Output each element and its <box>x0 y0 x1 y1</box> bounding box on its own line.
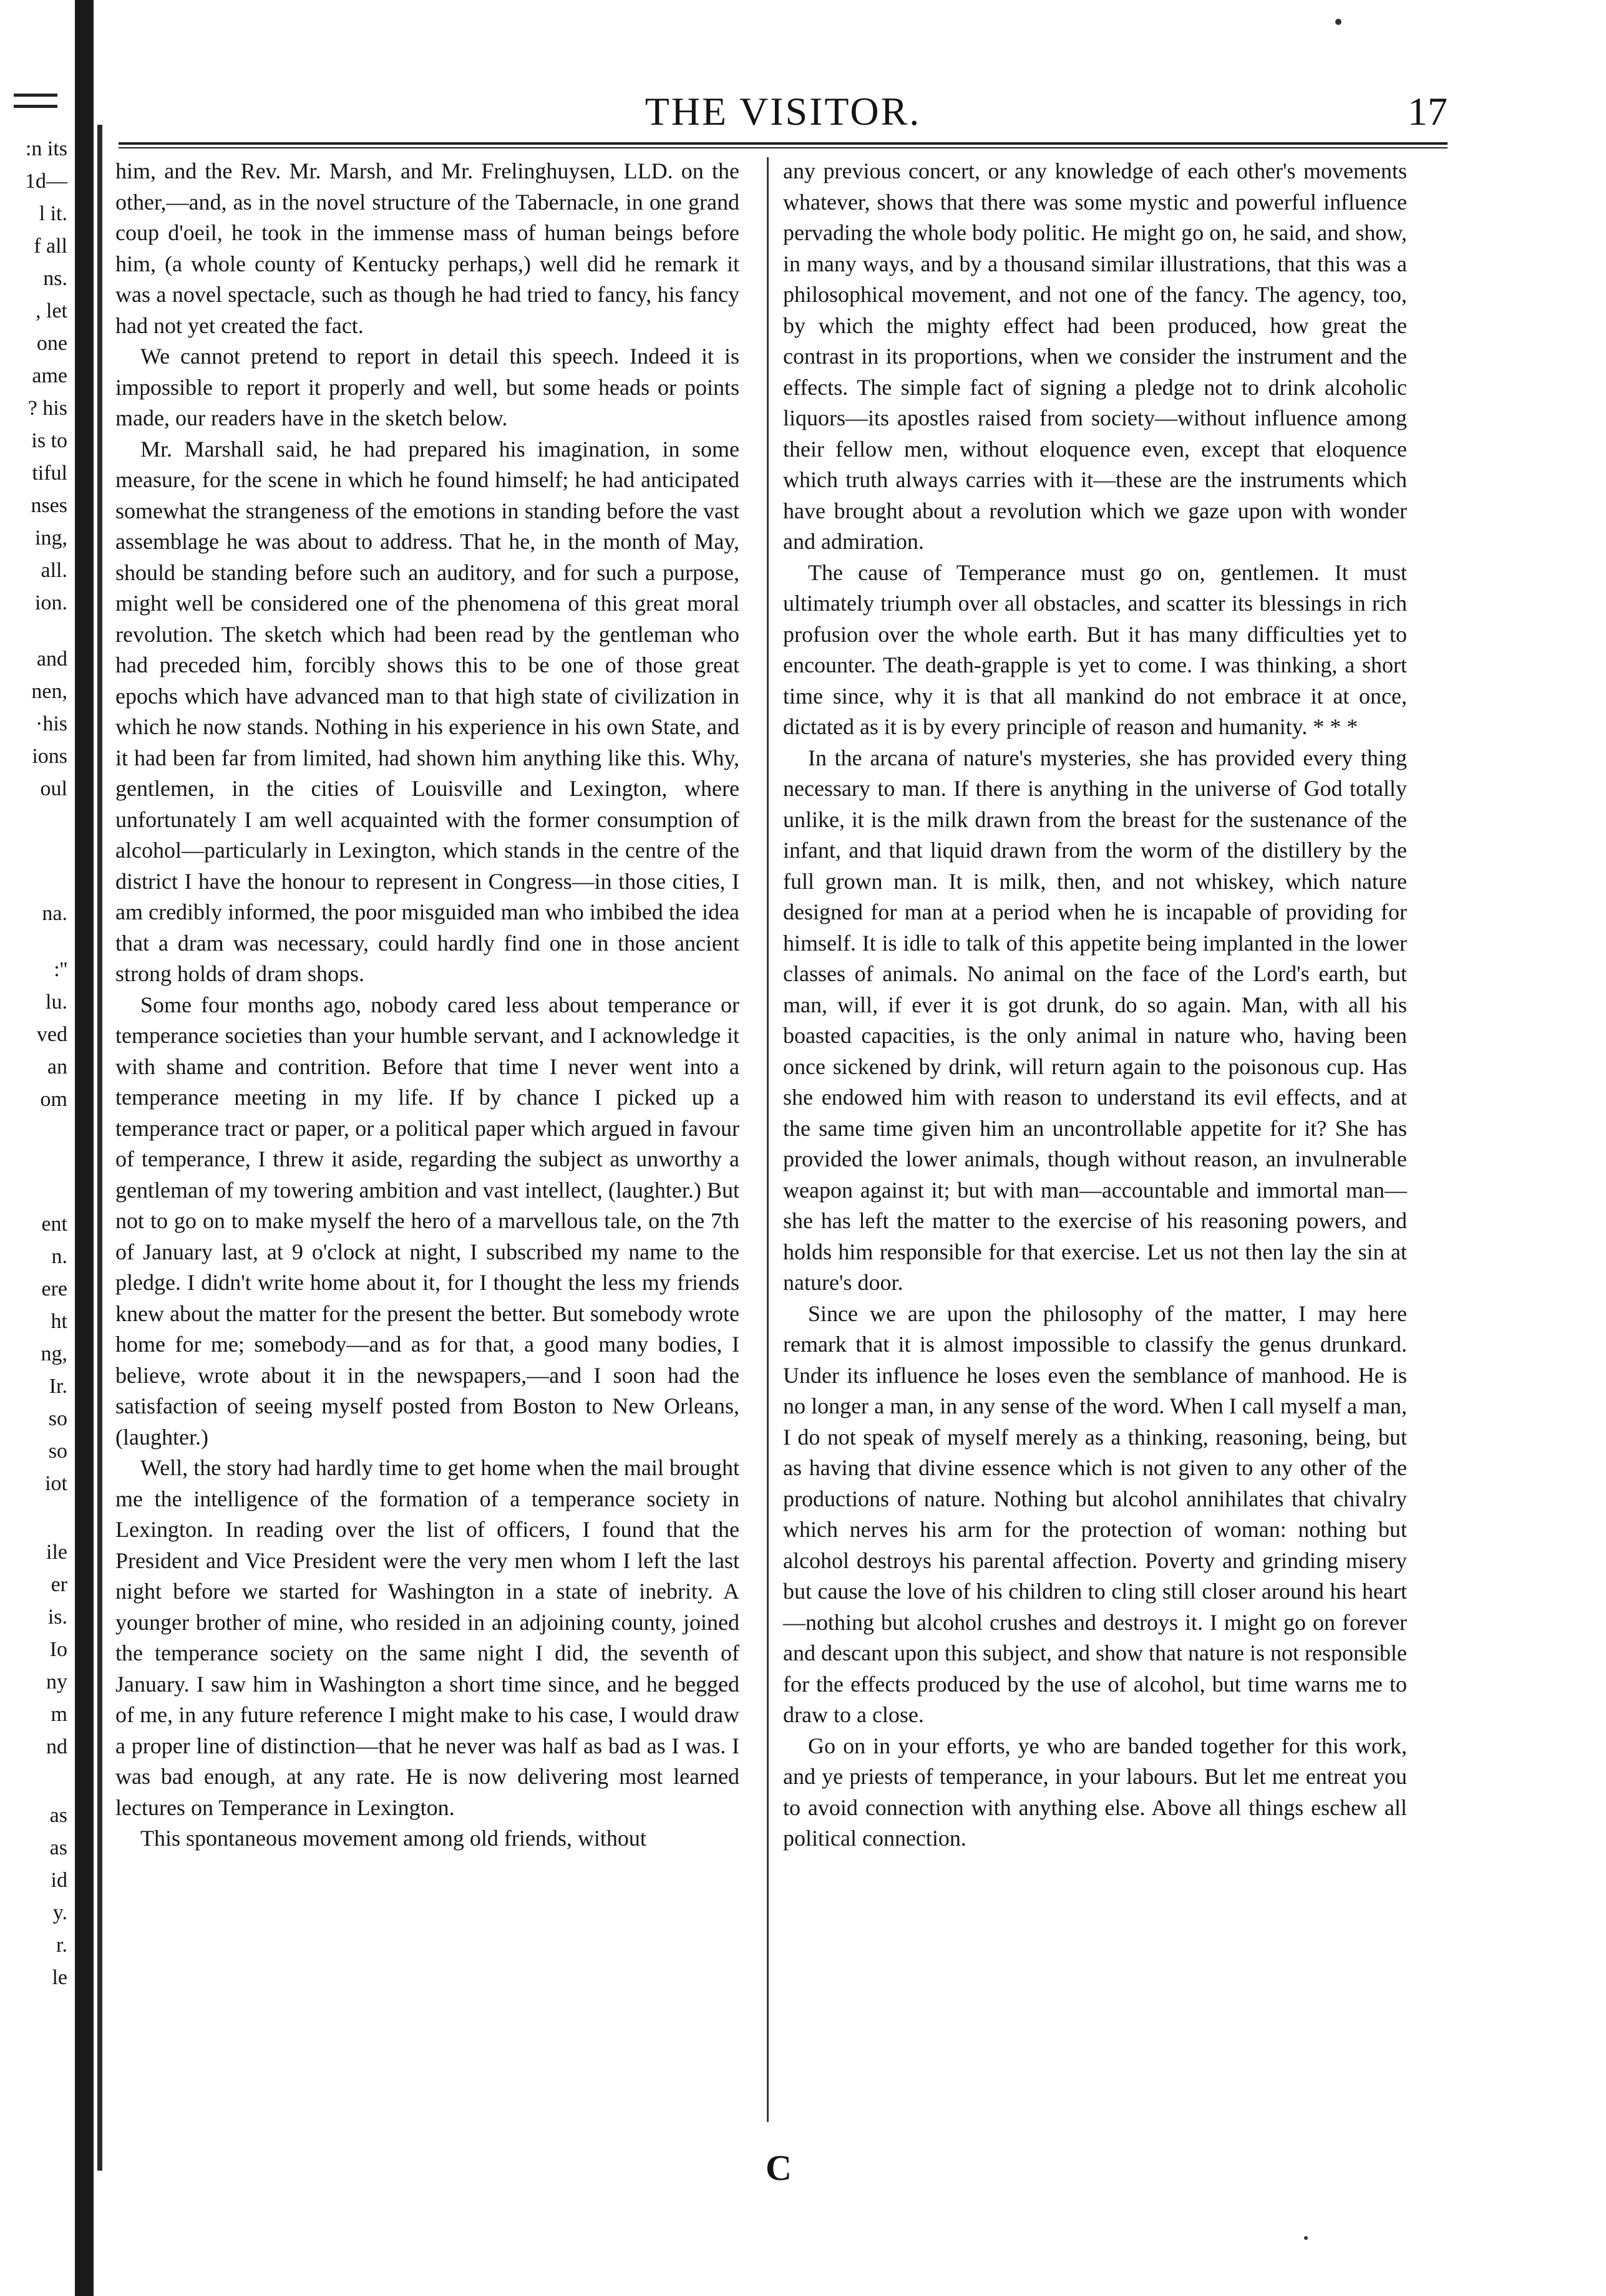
page-number: 17 <box>1408 89 1448 133</box>
margin-fragment: ht <box>51 1310 67 1333</box>
margin-fragment: ing, <box>35 526 67 550</box>
margin-fragment: 1d— <box>25 170 67 193</box>
margin-fragment: tiful <box>32 462 67 485</box>
column-divider <box>767 157 769 2122</box>
margin-fragment: ion. <box>35 591 67 614</box>
margin-fragment: so <box>48 1440 67 1463</box>
margin-fragment: oul <box>40 777 67 800</box>
paragraph: him, and the Rev. Mr. Marsh, and Mr. Frelinghuysen, LLD. on the other,—and, as in the novel structure of the Tabernacle, in one grand coup d'oeil, he took in the immense mass of human beings before him, (a whole county of Kentucky perhaps,) well did he remark it was a novel spectacle, such as though he had tried to fancy, his fancy had not yet created the fact. <box>115 158 739 338</box>
margin-fragment: Io <box>49 1638 67 1661</box>
paragraph: Mr. Marshall said, he had prepared his imagination, in some measure, for the scene in which he found himself; he had anticipated somewhat the strangeness of the emotions in standing before the vast assemblage he was about to address. That he, in the month of May, should be standing before such an auditory, and for such a purpose, might well be considered one of the phenomena of this great moral revolution. The sketch which had been read by the gentleman who had preceded him, forcibly shows this to be one of those great epochs which have advanced man to that high state of civilization in which he now stands. Nothing in his experience in his own State, and it had been far from limited, had shown him anything like this. Why, gentlemen, in the cities of Louisville and Lexington, where unfortunately I am well acquainted with the former consumption of alcohol—particularly in Lexington, which stands in the centre of the district I have the honour to represent in Congress—in those cities, I am credibly informed, the poor misguided man who imbibed the idea that a dram was necessary, could hardly find one in those ancient strong holds of dram shops. <box>115 436 739 986</box>
print-speck <box>1304 2236 1308 2240</box>
margin-fragment: nen, <box>31 680 67 703</box>
margin-rule <box>14 94 57 97</box>
margin-fragment: nses <box>31 494 67 517</box>
margin-fragment: m <box>51 1703 67 1726</box>
margin-fragment: om <box>40 1088 67 1111</box>
margin-fragment: r. <box>56 1934 67 1957</box>
margin-fragment: all. <box>41 559 67 582</box>
margin-fragment: :n its <box>25 137 67 160</box>
margin-fragment: :'' <box>54 958 67 981</box>
margin-fragment: na. <box>42 902 67 925</box>
margin-fragment: an <box>47 1055 67 1078</box>
margin-fragment: as <box>49 1836 67 1859</box>
paragraph: Since we are upon the philosophy of the matter, I may here remark that it is almost impossible to classify the genus drunkard. Under its influence he loses even the semblance of manhood. He is no longer a man, in any sense of the word. When I call myself a man, I do not speak of myself merely as a thinking, reasoning, being, but as having that divine essence which is not given to any other of the productions of nature. Nothing but alcohol annihilates that chivalry which nerves his arm for the protection of woman: nothing but alcohol destroys his parental affection. Poverty and grinding misery but cause the love of his children to cling still closer around his heart—nothing but alcohol crushes and destroys it. I might go on forever and descant upon this subject, and show that nature is not responsible for the effects produced by the use of alcohol, but time warns me to draw to a close. <box>783 1301 1407 1727</box>
margin-fragment: ile <box>46 1541 67 1564</box>
paragraph: We cannot pretend to report in detail this speech. Indeed it is impossible to report it properly and well, but some heads or points made, our readers have in the sketch below. <box>115 344 739 430</box>
margin-fragment: as <box>49 1804 67 1827</box>
paragraph: This spontaneous movement among old friends, without <box>140 1826 646 1851</box>
paragraph: any previous concert, or any knowledge of each other's movements whatever, shows that there was some mystic and powerful influence pervading the whole body politic. He might go on, he said, and show, in many ways, and by a thousand similar illustrations, that this was a philosophical movement, and not one of the fancy. The agency, too, by which the mighty effect had been produced, how great the contrast in its proportions, when we consider the instrument and the effects. The simple fact of signing a pledge not to drink alcoholic liquors—its apostles raised from society—without influence among their fellow men, without eloquence even, except that eloquence which truth always carries with it—these are the instruments which have brought about a revolution which we gaze upon with wonder and admiration. <box>783 158 1407 554</box>
page-header <box>119 89 1448 138</box>
margin-fragment: nd <box>46 1735 67 1758</box>
paragraph: In the arcana of nature's mysteries, she has provided every thing necessary to man. If there is anything in the universe of God totally unlike, it is the milk drawn from the breast for the sustenance of the infant, and that liquid drawn from the worm of the distillery by the full grown man. It is milk, then, and not whiskey, which nature designed for man at a period when he is incapable of providing for himself. It is idle to talk of this appetite being implanted in the lower classes of animals. No animal on the face of the Lord's earth, but man, will, if ever it is got drunk, do so again. Man, with all his boasted capacities, is the only animal in nature who, having been once sickened by drink, will return again to the poisonous cup. Has she endowed him with reason to understand its evil effects, and at the same time given him an uncontrollable appetite for it? She has provided the lower animals, though without reason, an invulnerable weapon against it; but with man—accountable and immortal man—she has left the matter to the exercise of his reasoning powers, and holds him responsible for that exercise. Let us not then lay the sin at nature's door. <box>783 745 1407 1295</box>
margin-fragment: is. <box>47 1606 67 1629</box>
signature-mark: C <box>766 2148 792 2188</box>
binding-edge <box>97 125 102 2171</box>
margin-fragment: ions <box>32 745 67 768</box>
margin-fragment: so <box>48 1407 67 1430</box>
margin-fragment: ? his <box>27 397 67 420</box>
margin-fragment: lu. <box>46 991 67 1014</box>
margin-fragment: is to <box>31 429 67 452</box>
margin-fragment: Ir. <box>49 1375 67 1398</box>
paragraph: Go on in your efforts, ye who are banded together for this work, and ye priests of temperance, in your labours. But let me entreat you to avoid connection with anything else. Above all things eschew all political connection. <box>783 1733 1407 1851</box>
paragraph: Well, the story had hardly time to get home when the mail brought me the intelligence of the formation of a temperance society in Lexington. In reading over the list of officers, I found that the President and Vice President were the very men whom I left the last night before we started for Washington in a state of inebrity. A younger brother of mine, who resided in an adjoining county, joined the temperance society on the same night I did, the seventh of January. I saw him in Washington a short time since, and he begged of me, in any future reference I might make to his case, I would draw a proper line of distinction—that he never was half as bad as I was. I was bad enough, at any rate. He is now delivering most learned lectures on Temperance in Lexington. <box>115 1455 739 1820</box>
left-column <box>115 156 739 1854</box>
adjacent-page-fragments <box>0 106 70 2227</box>
running-title: THE VISITOR. <box>645 89 922 133</box>
margin-fragment: y. <box>52 1901 67 1924</box>
margin-fragment: ved <box>36 1023 67 1046</box>
margin-fragment: ns. <box>43 267 67 290</box>
margin-fragment: n. <box>51 1245 67 1268</box>
margin-fragment: ·his <box>36 712 67 735</box>
margin-fragment: one <box>36 332 67 355</box>
margin-fragment: l it. <box>39 202 67 225</box>
margin-fragment: ny <box>46 1670 67 1693</box>
header-rule-thin <box>119 147 1448 148</box>
binding-shadow <box>75 0 94 2296</box>
margin-fragment: , let <box>36 299 67 322</box>
margin-fragment: and <box>36 647 67 671</box>
margin-fragment: id <box>51 1869 67 1892</box>
margin-fragment: ere <box>41 1277 67 1301</box>
paragraph: Some four months ago, nobody cared less about temperance or temperance societies than your humble servant, and I acknowledge it with shame and contrition. Before that time I never went into a temperance meeting in my life. If by chance I picked up a temperance tract or paper, or a political paper which argued in favour of temperance, I threw it aside, regarding the subject as unworthy a gentleman of my towering ambition and vast intellect, (laughter.) But not to go on to make myself the hero of a marvellous tale, on the 7th of January last, at 9 o'clock at night, I subscribed my name to the pledge. I didn't write home about it, for I thought the less my friends knew about the matter for the present the better. But somebody wrote home for me; somebody—and as for that, a good many bodies, I believe, wrote about it in the newspapers,—and I soon had the satisfaction of seeing myself posted from Boston to New Orleans, (laughter.) <box>115 992 739 1450</box>
margin-fragment: iot <box>45 1472 67 1495</box>
margin-fragment: ent <box>41 1213 67 1236</box>
header-rule <box>119 142 1448 145</box>
margin-fragment: ng, <box>41 1342 67 1365</box>
paragraph: The cause of Temperance must go on, gentlemen. It must ultimately triumph over all obstacles, and scatter its blessings in rich profusion over the whole earth. But it has many difficulties yet to encounter. The death-grapple is yet to come. I was thinking, a short time since, why it is that all mankind do not embrace it at once, dictated as it is by every principle of reason and humanity. * * * <box>783 559 1407 739</box>
margin-fragment: f all <box>34 235 67 258</box>
right-column <box>783 156 1407 1854</box>
margin-fragment: ame <box>32 364 67 387</box>
margin-fragment: le <box>52 1966 67 1989</box>
print-speck <box>1335 19 1341 25</box>
margin-fragment: er <box>51 1573 67 1596</box>
